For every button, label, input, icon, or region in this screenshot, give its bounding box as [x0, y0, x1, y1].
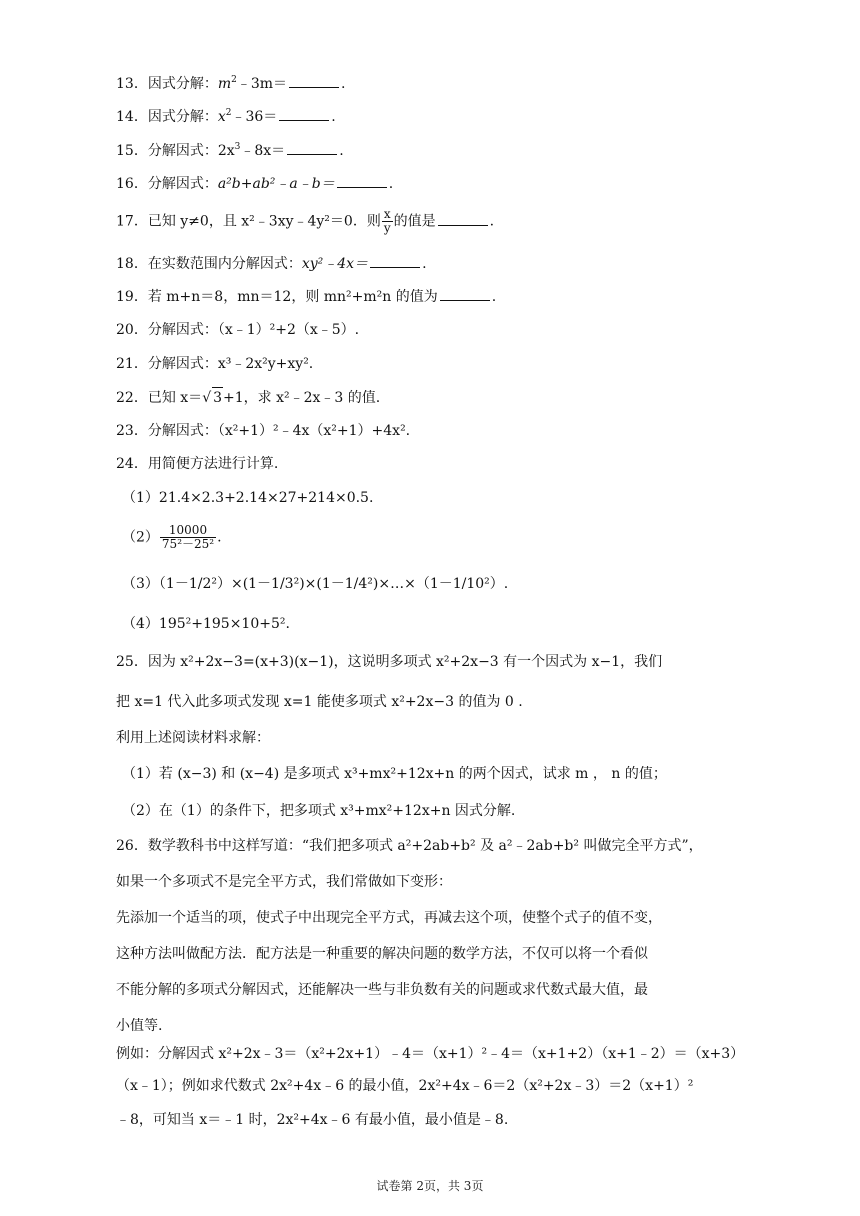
- question-number: 21．: [116, 356, 148, 372]
- question-label: 因式分解：: [147, 109, 218, 125]
- question-23: [116, 421, 410, 441]
- question-text: 若 m+n＝8，mn＝12，则 mn²+m²n 的值为: [147, 289, 438, 305]
- expr: m: [217, 76, 232, 92]
- question-number: 14．: [116, 109, 148, 125]
- question-25-part-1: （1）若 (x−3) 和 (x−4) 是多项式 x³+mx²+12x+n 的两个因式，试求 m ， n 的值；: [122, 766, 667, 782]
- sqrt-icon: √: [202, 390, 212, 406]
- question-13: [116, 74, 345, 94]
- expr: ﹣36＝: [231, 109, 278, 125]
- fraction-denominator: 75²－25²: [161, 537, 215, 551]
- period: .: [331, 109, 336, 125]
- period: .: [422, 256, 427, 272]
- question-label: 分解因式：: [147, 176, 218, 192]
- expr: 2x: [217, 143, 235, 159]
- question-25-line-2: 把 x=1 代入此多项式发现 x=1 能使多项式 x²+2x−3 的值为 0 .: [116, 694, 523, 710]
- question-26-line-2: 如果一个多项式不是完全平方式，我们常做如下变形：: [116, 874, 452, 890]
- period: .: [489, 213, 495, 230]
- part-number: （2）: [122, 529, 159, 546]
- question-25-part-2: （2）在（1）的条件下，把多项式 x³+mx²+12x+n 因式分解.: [122, 803, 516, 819]
- question-16: [116, 174, 393, 194]
- fraction-numerator: x: [383, 207, 391, 221]
- question-24: [116, 454, 278, 474]
- question-text: 已知 y≠0，且 x²﹣3xy﹣4y²＝0．则: [147, 213, 381, 230]
- question-text: 分解因式：（x²+1）²﹣4x（x²+1）+4x².: [147, 423, 411, 439]
- page-footer: 试卷第 2页，共 3页: [376, 1179, 484, 1193]
- question-number: 16．: [116, 176, 148, 192]
- question-21: [116, 354, 313, 374]
- expr: x: [217, 109, 226, 125]
- fraction: [382, 208, 393, 235]
- answer-blank[interactable]: [287, 142, 337, 155]
- question-number: 20．: [116, 322, 148, 338]
- expr: a²b+ab²﹣a﹣b＝: [217, 176, 335, 192]
- question-number: 19．: [116, 289, 148, 305]
- question-number: 17．: [116, 213, 148, 230]
- expr: ﹣8x＝: [240, 143, 286, 159]
- radicand: 3: [212, 387, 223, 408]
- question-14: [116, 107, 336, 127]
- question-26-line-3: 先添加一个适当的项，使式子中出现完全平方式，再减去这个项，使整个式子的值不变，: [116, 910, 662, 926]
- question-26-line-6: 小值等.: [116, 1018, 163, 1034]
- period: .: [339, 143, 344, 159]
- fraction-denominator: y: [383, 221, 391, 235]
- answer-blank[interactable]: [370, 255, 420, 268]
- question-15: [116, 141, 344, 161]
- question-text: 分解因式：（x﹣1）²+2（x﹣5）.: [147, 322, 360, 338]
- question-label: 在实数范围内分解因式：: [147, 256, 302, 272]
- fraction: [160, 524, 216, 551]
- question-label: 因式分解：: [147, 76, 218, 92]
- exponent: 3: [234, 142, 241, 152]
- question-text: 用简便方法进行计算.: [147, 456, 279, 472]
- exponent: 2: [225, 108, 232, 118]
- question-26-line-5: 不能分解的多项式分解因式，还能解决一些与非负数有关的问题或求代数式最大值，最: [116, 982, 648, 998]
- question-26-line-1: 26．数学教科书中这样写道：“我们把多项式 a²+2ab+b² 及 a²﹣2ab+b² 叫做完全平方式”，: [116, 838, 703, 854]
- fraction-numerator: 10000: [160, 524, 216, 538]
- question-text: 的值是: [393, 213, 436, 230]
- answer-blank[interactable]: [440, 288, 490, 301]
- question-24-part-1: （1）21.4×2.3+2.14×27+214×0.5.: [122, 490, 374, 506]
- question-20: [116, 320, 359, 340]
- question-17: [116, 208, 494, 235]
- question-18: [116, 254, 427, 274]
- question-24-part-4: （4）195²+195×10+5².: [122, 616, 290, 632]
- question-25-line-3: 利用上述阅读材料求解：: [116, 730, 270, 746]
- question-number: 23．: [116, 423, 148, 439]
- answer-blank[interactable]: [337, 175, 387, 188]
- question-number: 22．: [116, 390, 148, 406]
- expr: xy²﹣4x＝: [301, 256, 369, 272]
- question-26-line-9: ﹣8，可知当 x＝﹣1 时，2x²+4x﹣6 有最小值，最小值是﹣8.: [116, 1112, 509, 1128]
- question-25-line-1: 25．因为 x²+2x−3=(x+3)(x−1)，这说明多项式 x²+2x−3 有一个因式为 x−1，我们: [116, 654, 663, 670]
- answer-blank[interactable]: [438, 213, 488, 226]
- question-24-part-3: （3）（1－1/2²）×(1－1/3²)×(1－1/4²)×…×（1－1/10²）.: [122, 576, 509, 592]
- question-text: 分解因式：x³﹣2x²y+xy².: [147, 356, 314, 372]
- answer-blank[interactable]: [279, 108, 329, 121]
- question-text: +1，求 x²﹣2x﹣3 的值.: [223, 390, 381, 406]
- question-26-line-4: 这种方法叫做配方法．配方法是一种重要的解决问题的数学方法，不仅可以将一个看似: [116, 946, 648, 962]
- question-26-line-8: （x﹣1）；例如求代数式 2x²+4x﹣6 的最小值，2x²+4x﹣6＝2（x²+2x﹣3）＝2（x+1）²: [116, 1078, 694, 1094]
- period: .: [217, 529, 222, 546]
- question-19: [116, 287, 496, 307]
- period: .: [491, 289, 497, 305]
- exponent: 2: [231, 75, 237, 85]
- question-number: 24．: [116, 456, 148, 472]
- answer-blank[interactable]: [289, 75, 339, 88]
- period: .: [388, 176, 394, 192]
- period: .: [341, 76, 346, 92]
- expr: ﹣3m＝: [236, 76, 288, 92]
- question-label: 分解因式：: [147, 143, 218, 159]
- question-number: 13．: [116, 76, 148, 92]
- question-22: [116, 387, 380, 408]
- question-26-line-7: 例如：分解因式 x²+2x﹣3＝（x²+2x+1）﹣4＝（x+1）²﹣4＝（x+1+2）（x+1﹣2）＝（x+3）: [116, 1046, 745, 1062]
- question-number: 18．: [116, 256, 148, 272]
- question-number: 15．: [116, 143, 148, 159]
- question-24-part-2: [122, 524, 222, 551]
- question-text: 已知 x＝: [147, 390, 203, 406]
